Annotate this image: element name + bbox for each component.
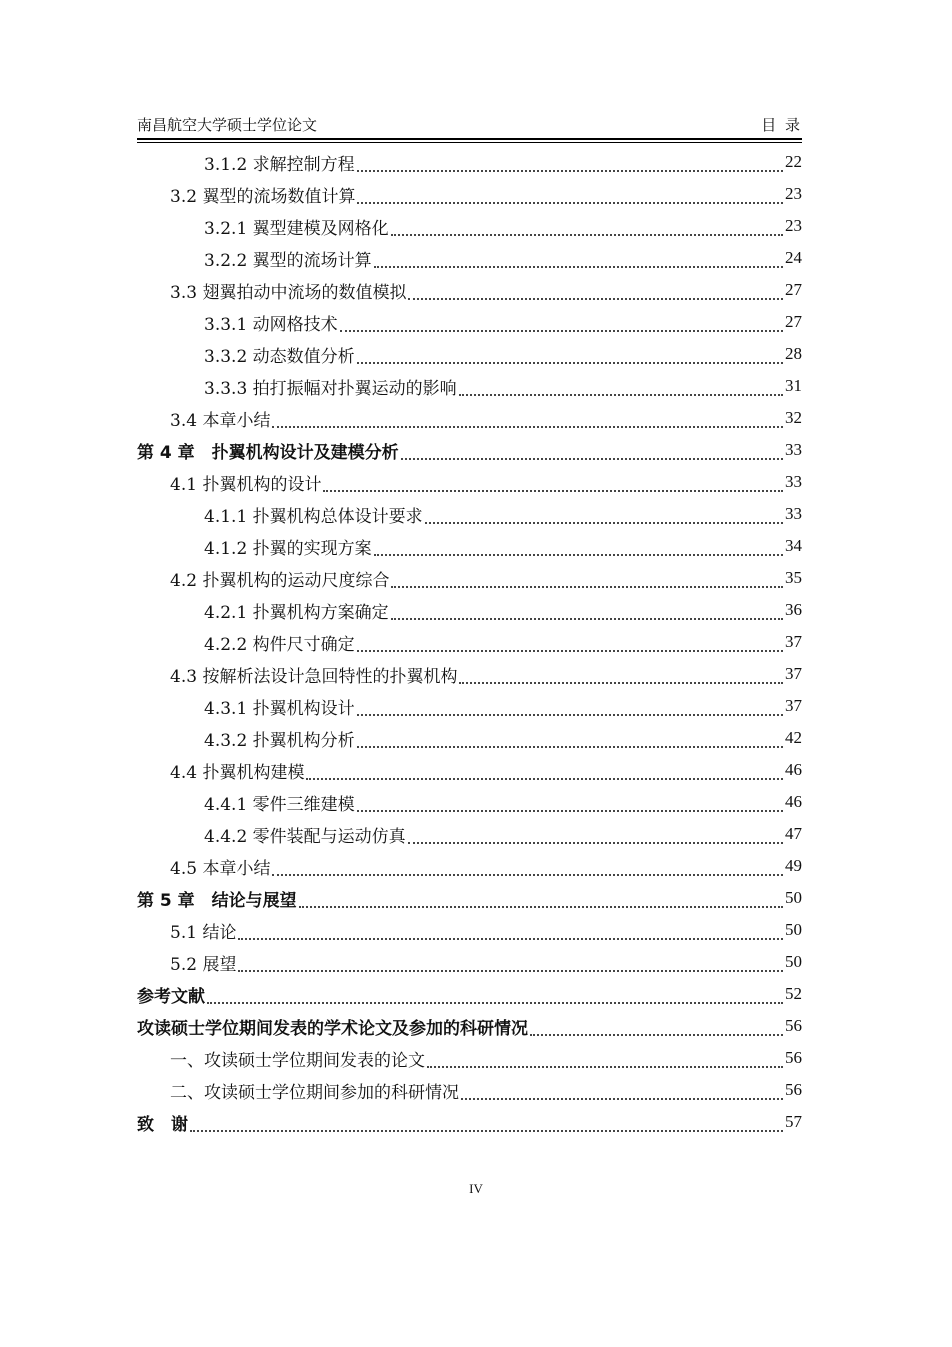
toc-entry-title: 4.1 扑翼机构的设计	[170, 474, 322, 495]
toc-entry-page: 32	[785, 408, 802, 427]
toc-leader-dots	[357, 745, 783, 748]
toc-leader-dots	[357, 201, 783, 204]
toc-entry-page: 33	[785, 472, 802, 491]
toc-entry[interactable]	[137, 178, 802, 210]
toc-entry-title: 4.4 扑翼机构建模	[170, 762, 305, 783]
toc-entry-page: 49	[785, 856, 802, 875]
toc-leader-dots	[459, 393, 783, 396]
toc-entry[interactable]	[137, 946, 802, 978]
toc-entry[interactable]	[137, 626, 802, 658]
toc-entry[interactable]	[137, 274, 802, 306]
toc-leader-dots	[391, 585, 783, 588]
toc-entry[interactable]	[137, 754, 802, 786]
toc-entry[interactable]	[137, 1010, 802, 1042]
toc-leader-dots	[190, 1129, 783, 1132]
toc-entry-title: 第 4 章 扑翼机构设计及建模分析	[137, 442, 399, 463]
toc-entry[interactable]	[137, 210, 802, 242]
toc-entry-page: 23	[785, 184, 802, 203]
running-header	[137, 112, 802, 138]
toc-entry-page: 50	[785, 888, 802, 907]
toc-entry-title: 4.2.2 构件尺寸确定	[204, 634, 355, 655]
toc-entry-page: 28	[785, 344, 802, 363]
toc-leader-dots	[357, 809, 783, 812]
toc-entry-title: 4.4.1 零件三维建模	[204, 794, 355, 815]
header-rule-thin	[137, 142, 802, 143]
toc-leader-dots	[238, 937, 783, 940]
toc-entry-page: 27	[785, 280, 802, 299]
toc-entry-page: 56	[785, 1048, 802, 1067]
toc-leader-dots	[408, 297, 783, 300]
toc-entry[interactable]	[137, 306, 802, 338]
toc-entry-title: 致 谢	[137, 1114, 188, 1135]
toc-entry-page: 50	[785, 952, 802, 971]
toc-entry-title: 4.1.2 扑翼的实现方案	[204, 538, 372, 559]
toc-entry-title: 4.1.1 扑翼机构总体设计要求	[204, 506, 423, 527]
toc-entry-page: 23	[785, 216, 802, 235]
toc-entry-title: 3.2 翼型的流场数值计算	[170, 186, 356, 207]
toc-entry-title: 3.3.3 拍打振幅对扑翼运动的影响	[204, 378, 457, 399]
toc-leader-dots	[340, 329, 783, 332]
toc-leader-dots	[391, 617, 783, 620]
toc-leader-dots	[408, 841, 783, 844]
toc-leader-dots	[323, 489, 783, 492]
toc-entry-title: 参考文献	[137, 986, 205, 1007]
toc-entry[interactable]	[137, 850, 802, 882]
toc-leader-dots	[272, 873, 783, 876]
toc-entry[interactable]	[137, 882, 802, 914]
toc-entry-page: 22	[785, 152, 802, 171]
toc-entry-page: 37	[785, 696, 802, 715]
toc-entry-title: 3.3.2 动态数值分析	[204, 346, 355, 367]
toc-entry-page: 52	[785, 984, 802, 1003]
toc-entry[interactable]	[137, 466, 802, 498]
toc-entry[interactable]	[137, 1042, 802, 1074]
toc-entry-page: 31	[785, 376, 802, 395]
toc-entry[interactable]	[137, 242, 802, 274]
toc-entry[interactable]	[137, 722, 802, 754]
toc-entry[interactable]	[137, 594, 802, 626]
toc-entry[interactable]	[137, 1074, 802, 1106]
header-thesis-title: 南昌航空大学硕士学位论文	[137, 116, 318, 134]
toc-leader-dots	[238, 969, 783, 972]
toc-leader-dots	[357, 169, 783, 172]
toc-leader-dots	[357, 649, 783, 652]
toc-entry-page: 46	[785, 792, 802, 811]
toc-entry-page: 35	[785, 568, 802, 587]
toc-leader-dots	[299, 905, 783, 908]
toc-entry-title: 4.4.2 零件装配与运动仿真	[204, 826, 406, 847]
toc-entry-title: 5.1 结论	[170, 922, 237, 943]
toc-entry[interactable]	[137, 146, 802, 178]
page-number: IV	[469, 1181, 483, 1196]
toc-entry-title: 第 5 章 结论与展望	[137, 890, 297, 911]
toc-entry[interactable]	[137, 818, 802, 850]
toc-entry-title: 3.3.1 动网格技术	[204, 314, 338, 335]
toc-entry-title: 二、攻读硕士学位期间参加的科研情况	[170, 1082, 459, 1103]
toc-leader-dots	[391, 233, 783, 236]
toc-leader-dots	[374, 265, 783, 268]
toc-entry-title: 4.3.2 扑翼机构分析	[204, 730, 355, 751]
toc-entry-title: 3.1.2 求解控制方程	[204, 154, 355, 175]
toc-leader-dots	[425, 521, 783, 524]
toc-leader-dots	[374, 553, 783, 556]
toc-entry-title: 4.3.1 扑翼机构设计	[204, 698, 355, 719]
toc-leader-dots	[459, 681, 783, 684]
toc-entry-title: 3.2.1 翼型建模及网格化	[204, 218, 389, 239]
toc-entry[interactable]	[137, 402, 802, 434]
toc-leader-dots	[530, 1033, 783, 1036]
toc-entry-title: 一、攻读硕士学位期间发表的论文	[170, 1050, 425, 1071]
toc-leader-dots	[357, 361, 783, 364]
toc-entry[interactable]	[137, 658, 802, 690]
toc-entry-page: 33	[785, 440, 802, 459]
toc-entry-page: 34	[785, 536, 802, 555]
toc-entry-page: 57	[785, 1112, 802, 1131]
toc-entry[interactable]	[137, 434, 802, 466]
toc-entry[interactable]	[137, 914, 802, 946]
toc-entry-page: 27	[785, 312, 802, 331]
toc-entry[interactable]	[137, 370, 802, 402]
toc-entry-page: 46	[785, 760, 802, 779]
toc-entry[interactable]	[137, 338, 802, 370]
toc-entry-title: 5.2 展望	[170, 954, 237, 975]
toc-entry[interactable]	[137, 690, 802, 722]
toc-entry-page: 33	[785, 504, 802, 523]
toc-entry[interactable]	[137, 530, 802, 562]
toc-entry-page: 36	[785, 600, 802, 619]
toc-entry-title: 3.3 翅翼拍动中流场的数值模拟	[170, 282, 407, 303]
toc-entry-title: 4.2.1 扑翼机构方案确定	[204, 602, 389, 623]
toc-entry-title: 4.3 按解析法设计急回特性的扑翼机构	[170, 666, 458, 687]
header-section-title: 目 录	[761, 116, 802, 134]
toc-entry[interactable]	[137, 786, 802, 818]
toc-entry-title: 3.4 本章小结	[170, 410, 271, 431]
toc-entry[interactable]	[137, 562, 802, 594]
toc-leader-dots	[427, 1065, 783, 1068]
table-of-contents	[137, 146, 802, 1138]
toc-entry-page: 24	[785, 248, 802, 267]
toc-leader-dots	[207, 1001, 783, 1004]
toc-entry-page: 37	[785, 632, 802, 651]
header-rule-thick	[137, 138, 802, 140]
toc-entry-page: 56	[785, 1016, 802, 1035]
toc-leader-dots	[401, 457, 783, 460]
toc-entry-title: 3.2.2 翼型的流场计算	[204, 250, 372, 271]
toc-entry-page: 37	[785, 664, 802, 683]
toc-entry-page: 50	[785, 920, 802, 939]
toc-entry-page: 42	[785, 728, 802, 747]
toc-leader-dots	[357, 713, 783, 716]
toc-leader-dots	[272, 425, 783, 428]
toc-entry-page: 47	[785, 824, 802, 843]
toc-entry[interactable]	[137, 1106, 802, 1138]
toc-leader-dots	[461, 1097, 783, 1100]
toc-entry-title: 攻读硕士学位期间发表的学术论文及参加的科研情况	[137, 1018, 528, 1039]
toc-entry-title: 4.2 扑翼机构的运动尺度综合	[170, 570, 390, 591]
toc-entry[interactable]	[137, 498, 802, 530]
toc-entry-page: 56	[785, 1080, 802, 1099]
toc-entry[interactable]	[137, 978, 802, 1010]
toc-entry-title: 4.5 本章小结	[170, 858, 271, 879]
toc-leader-dots	[306, 777, 783, 780]
